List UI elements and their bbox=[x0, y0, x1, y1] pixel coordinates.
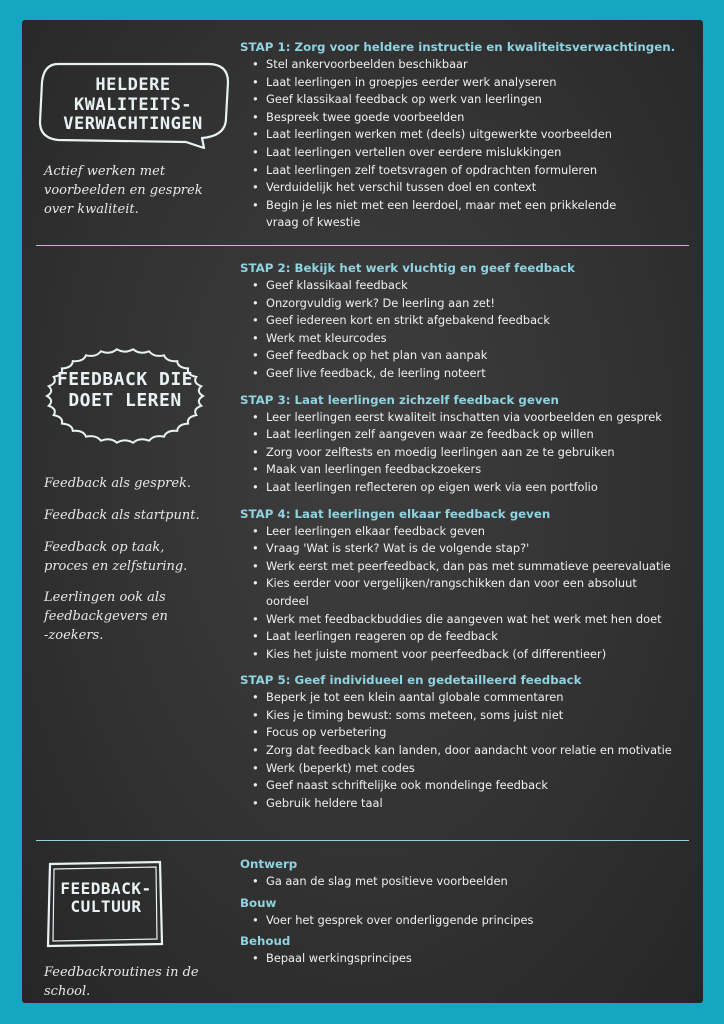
list-item: • Focus op verbetering bbox=[240, 724, 695, 742]
list-item: • Geef naast schriftelijke ook mondelinge feedback bbox=[240, 777, 695, 795]
list-item: • Laat leerlingen zelf toetsvragen of opdrachten formuleren bbox=[240, 162, 695, 180]
list-item: • Geef feedback op het plan van aanpak bbox=[240, 347, 695, 365]
list-item: • Zorg voor zelftests en moedig leerlingen aan ze te gebruiken bbox=[240, 444, 695, 462]
step-5-heading: STAP 5: Geef individueel en gedetailleerd feedback bbox=[240, 673, 582, 688]
list-item: • Bepaal werkingsprincipes bbox=[240, 950, 695, 968]
divider-top bbox=[36, 245, 689, 246]
note-taak: Feedback op taak, proces en zelfsturing. bbox=[44, 539, 188, 574]
list-item: • Laat leerlingen reflecteren op eigen werk via een portfolio bbox=[240, 479, 695, 497]
step-4-heading: STAP 4: Laat leerlingen elkaar feedback geven bbox=[240, 506, 551, 521]
note-leerlingen: Leerlingen ook als feedbackgevers en -zoekers. bbox=[44, 590, 168, 644]
step-1-heading: STAP 1: Zorg voor heldere instructie en kwaliteitsverwachtingen. bbox=[240, 40, 676, 54]
note-startpunt: Feedback als startpunt. bbox=[44, 507, 200, 523]
culture-list bbox=[240, 856, 695, 968]
list-item: • Laat leerlingen zelf aangeven waar ze feedback op willen bbox=[240, 426, 695, 444]
list-item: • Gebruik heldere taal bbox=[240, 795, 695, 813]
section-subtitle-kwaliteit: Actief werken met voorbeelden en gesprek over kwaliteit. bbox=[44, 164, 203, 217]
list-item: • Kies je timing bewust: soms meteen, soms juist niet bbox=[240, 707, 695, 725]
list-item: • Beperk je tot een klein aantal globale commentaren bbox=[240, 689, 695, 707]
section-title-feedback: FEEDBACK DIE DOET LEREN bbox=[56, 369, 194, 411]
section-title-cultuur: FEEDBACK- CULTUUR bbox=[60, 879, 152, 917]
step-2-list bbox=[240, 277, 695, 383]
list-item: • Kies het juiste moment voor peerfeedback (of differentieer) bbox=[240, 646, 695, 664]
feedback-notes bbox=[44, 475, 229, 659]
list-item: • Geef live feedback, de leerling noteert bbox=[240, 365, 695, 383]
note-gesprek: Feedback als gesprek. bbox=[44, 476, 192, 491]
list-item: • Onzorgvuldig werk? De leerling aan zet! bbox=[240, 295, 695, 313]
list-item: • Laat leerlingen reageren op de feedback bbox=[240, 628, 695, 646]
list-item: • Geef klassikaal feedback op werk van leerlingen bbox=[240, 91, 695, 109]
step-3-list bbox=[240, 409, 695, 497]
list-item: • Verduidelijk het verschil tussen doel en context bbox=[240, 179, 695, 197]
list-item: • Geef klassikaal feedback bbox=[240, 277, 695, 295]
step-1 bbox=[240, 39, 695, 232]
list-item: • Maak van leerlingen feedbackzoekers bbox=[240, 461, 695, 479]
culture-heading-behoud: Behoud bbox=[240, 934, 291, 949]
step-4-list bbox=[240, 523, 695, 664]
list-item: • Laat leerlingen werken met (deels) uitgewerkte voorbeelden bbox=[240, 126, 695, 144]
list-item: • Werk met kleurcodes bbox=[240, 330, 695, 348]
list-item: • Kies eerder voor vergelijken/rangschikken dan voor een absoluut oordeel bbox=[240, 575, 666, 610]
chalkboard bbox=[22, 20, 703, 1003]
section-subtitle-cultuur: Feedbackroutines in de school. bbox=[44, 965, 199, 999]
culture-heading-ontwerp: Ontwerp bbox=[240, 857, 298, 871]
list-item: • Laat leerlingen vertellen over eerdere mislukkingen bbox=[240, 144, 695, 162]
step-1-list bbox=[240, 56, 695, 232]
list-item: • Begin je les niet met een leerdoel, maar met een prikkelende vraag of kwestie bbox=[240, 197, 646, 232]
culture-heading-bouw: Bouw bbox=[240, 895, 277, 910]
list-item: • Werk (beperkt) met codes bbox=[240, 760, 695, 778]
step-5-list bbox=[240, 689, 695, 812]
list-item: • Geef iedereen kort en strikt afgebakend feedback bbox=[240, 312, 695, 330]
list-item: • Bespreek twee goede voorbeelden bbox=[240, 109, 695, 127]
list-item: • Ga aan de slag met positieve voorbeelden bbox=[240, 873, 695, 891]
list-item: • Zorg dat feedback kan landen, door aandacht voor relatie en motivatie bbox=[240, 742, 695, 760]
step-3-heading: STAP 3: Laat leerlingen zichzelf feedback geven bbox=[240, 392, 559, 407]
list-item: • Werk eerst met peerfeedback, dan pas met summatieve peerevaluatie bbox=[240, 558, 695, 576]
section-title-kwaliteit: HELDERE KWALITEITS- VERWACHTINGEN bbox=[63, 75, 203, 135]
step-2-heading: STAP 2: Bekijk het werk vluchtig en geef feedback bbox=[240, 261, 576, 275]
list-item: • Leer leerlingen elkaar feedback geven bbox=[240, 523, 695, 541]
divider-bottom bbox=[36, 840, 689, 841]
list-item: • Werk met feedbackbuddies die aangeven wat het werk met hen doet bbox=[240, 611, 695, 629]
list-item: • Vraag 'Wat is sterk? Wat is de volgende stap?' bbox=[240, 540, 695, 558]
steps-2-5 bbox=[240, 260, 695, 812]
list-item: • Laat leerlingen in groepjes eerder werk analyseren bbox=[240, 74, 695, 92]
list-item: • Stel ankervoorbeelden beschikbaar bbox=[240, 56, 695, 74]
list-item: • Leer leerlingen eerst kwaliteit inschatten via voorbeelden en gesprek bbox=[240, 409, 695, 427]
list-item: • Voer het gesprek over onderliggende principes bbox=[240, 912, 695, 930]
